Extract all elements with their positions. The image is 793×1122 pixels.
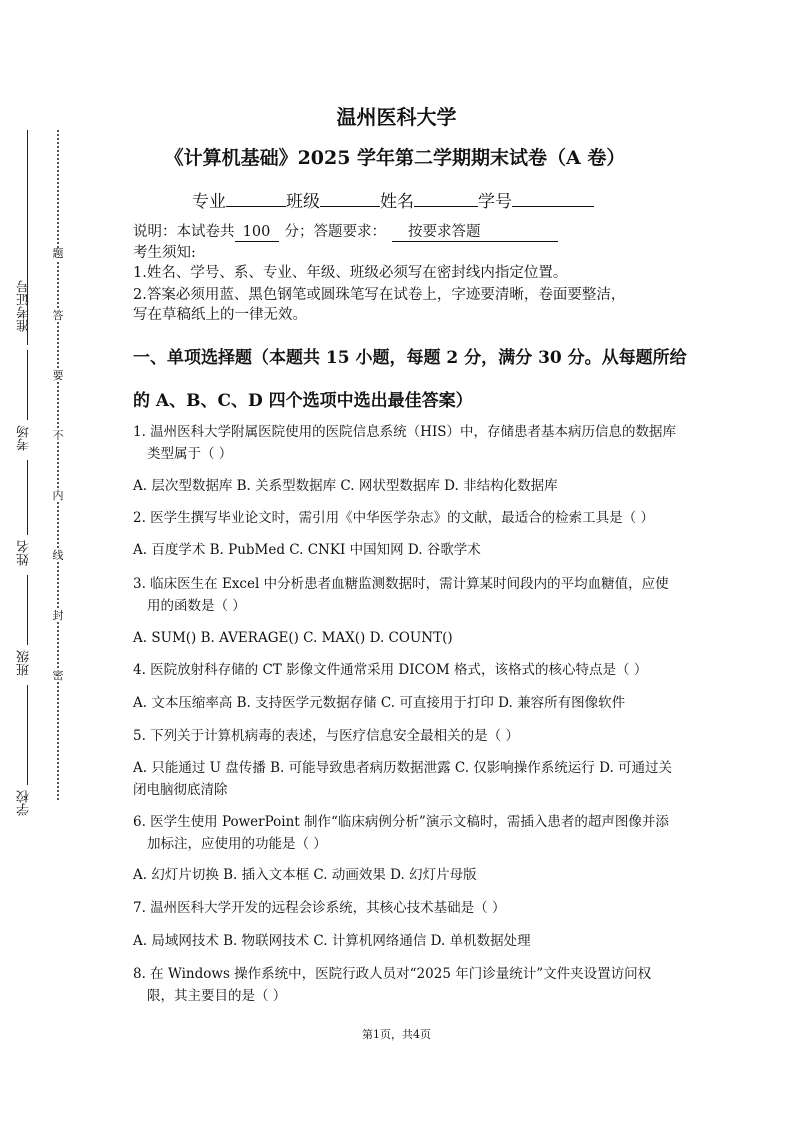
binding-line [27,460,28,535]
binding-line [27,685,28,785]
question-stem: 6. 医学生使用 PowerPoint 制作“临床病例分析”演示文稿时，需插入患者的超声图像并添加标注，应使用的功能是（ ） [133,814,669,852]
question-4-options: A. 文本压缩率高 B. 支持医学元数据存储 C. 可直接用于打印 D. 兼容所有图像软件 [133,695,626,711]
binding-line [27,575,28,645]
question-4 [133,659,678,681]
question-2 [133,507,678,529]
question-2-options: A. 百度学术 B. PubMed C. CNKI 中国知网 D. 谷歌学术 [133,542,481,558]
seal-char: 要 [52,369,64,382]
seal-char: 答 [52,309,64,322]
notice-title: 考生须知: [133,245,196,261]
question-stem: 7. 温州医科大学开发的远程会诊系统，其核心技术基础是（ ） [133,900,506,916]
binding-line [27,350,28,420]
field-class-label: 班级 [286,192,320,212]
instruction-mid: 分；答题要求： [284,224,386,240]
question-7-options: A. 局域网技术 B. 物联网技术 C. 计算机网络通信 D. 单机数据处理 [133,933,531,949]
label-exam-id: 准考证号 [17,280,32,332]
exam-title: 《计算机基础》2025 学年第二学期期末试卷（A 卷） [164,147,626,169]
answer-requirement: 按要求答题 [392,223,558,242]
page-number: 第1页，共4页 [362,1028,431,1041]
total-score: 100 [235,223,279,242]
field-major-blank[interactable] [226,188,286,207]
question-stem: 3. 临床医生在 Excel 中分析患者血糖监测数据时，需计算某时间段内的平均血糖值，应使用的函数是（ ） [133,576,669,614]
seal-char: 内 [52,489,64,502]
label-class: 班级 [17,650,32,676]
question-stem: 8. 在 Windows 操作系统中，医院行政人员对“2025 年门诊量统计”文件夹设置访问权限，其主要目的是（ ） [133,966,652,1004]
question-6 [133,811,678,855]
notice-2-cont: 写在草稿纸上的一律无效。 [133,307,307,323]
label-school: 学校 [17,790,32,816]
label-name: 姓名 [17,540,32,566]
question-6-options: A. 幻灯片切换 B. 插入文本框 C. 动画效果 D. 幻灯片母版 [133,867,477,883]
question-8 [133,963,678,1007]
field-name-label: 姓名 [380,192,414,212]
field-name-blank[interactable] [414,188,478,207]
seal-char: 封 [52,609,64,622]
instruction-line [133,222,558,243]
question-stem: 2. 医学生撰写毕业论文时，需引用《中华医学杂志》的文献，最适合的检索工具是（ ） [133,510,654,526]
section-heading-cont: 的 A、B、C、D 四个选项中选出最佳答案） [133,391,473,411]
field-student-id-blank[interactable] [512,188,594,207]
label-exam-room: 考场 [17,425,32,451]
question-stem: 4. 医院放射科存储的 CT 影像文件通常采用 DICOM 格式，该格式的核心特点是（ ） [133,662,648,678]
student-info-fields [192,188,594,214]
seal-char: 题 [52,247,64,260]
question-stem: 1. 温州医科大学附属医院使用的医院信息系统（HIS）中，存储患者基本病历信息的数据库类型属于（ ） [133,424,677,462]
seal-char: 线 [52,549,64,562]
notice-2: 2.答案必须用蓝、黑色钢笔或圆珠笔写在试卷上，字迹要清晰，卷面要整洁， [133,287,626,303]
field-major-label: 专业 [192,192,226,212]
question-1 [133,421,678,465]
seal-dotted-line [57,130,59,800]
question-stem: 5. 下列关于计算机病毒的表述，与医疗信息安全最相关的是（ ） [133,728,519,744]
question-7 [133,897,678,919]
field-student-id-label: 学号 [478,192,512,212]
question-1-options: A. 层次型数据库 B. 关系型数据库 C. 网状型数据库 D. 非结构化数据库 [133,478,558,494]
question-5-options: A. 只能通过 U 盘传播 B. 可能导致患者病历数据泄露 C. 仅影响操作系统运行 D. 可通过关闭电脑彻底清除 [133,760,673,798]
instruction-prefix: 说明：本试卷共 [133,224,235,240]
university-title: 温州医科大学 [336,105,457,129]
field-class-blank[interactable] [320,188,380,207]
question-3-options: A. SUM() B. AVERAGE() C. MAX() D. COUNT() [133,630,453,646]
question-5 [133,725,678,747]
notice-1: 1.姓名、学号、系、专业、年级、班级必须写在密封线内指定位置。 [133,265,568,281]
section-heading: 一、单项选择题（本题共 15 小题，每题 2 分，满分 30 分。从每题所给 [133,348,687,368]
seal-char: 不 [52,429,64,442]
question-3 [133,573,678,617]
seal-char: 密 [52,669,64,682]
